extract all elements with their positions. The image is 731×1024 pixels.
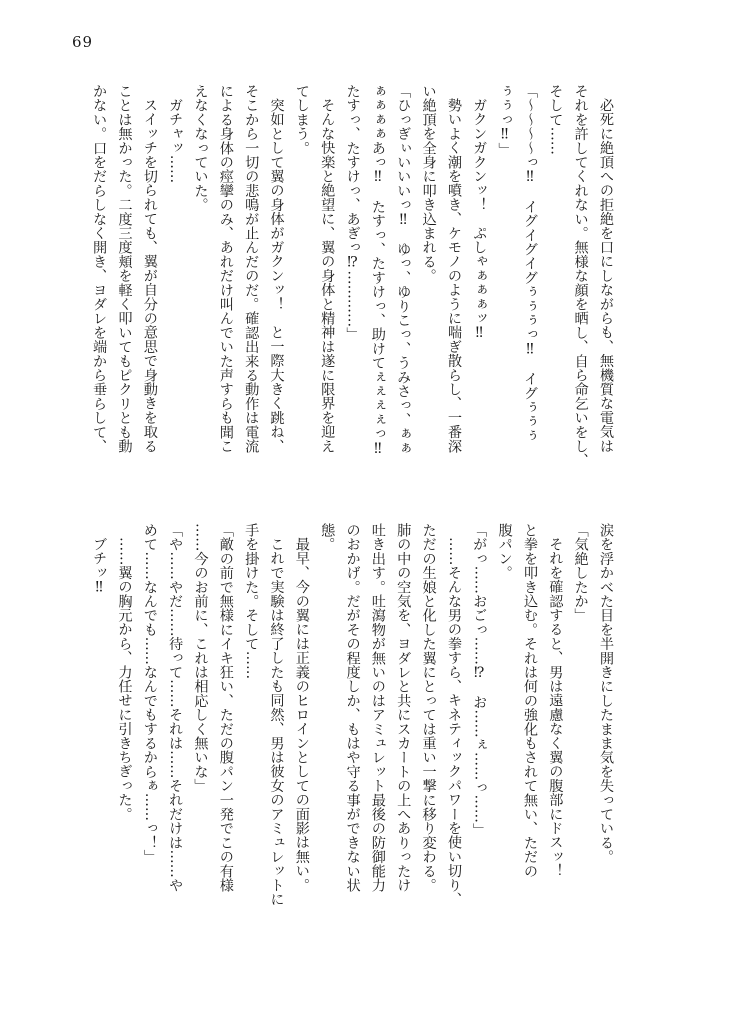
text-column: 突如として翼の身体がガクンッ！ と一際大きく跳ね、 xyxy=(268,98,285,454)
text-column: ……今のお前に、これは相応しく無いな」 xyxy=(192,523,209,793)
text-column: 涙を浮かべた目を半開きにしたまま気を失っている。 xyxy=(598,523,614,864)
text-column: ぅぅっ‼」 xyxy=(496,84,513,157)
text-column: と拳を叩き込む。それは何の強化もされて無い、ただの xyxy=(521,523,538,878)
text-column: てしまう。 xyxy=(293,84,310,155)
text-column: 「～～～～っ‼ イグイグイグぅぅぅっ‼ イグぅぅぅ xyxy=(521,84,538,443)
text-column: えなくなっていた。 xyxy=(192,84,209,212)
text-column: い絶頂を全身に叩き込まれる。 xyxy=(420,84,437,283)
text-column: 肺の中の空気を、ヨダレと共にスカートの上へありったけ xyxy=(395,523,412,893)
text-column: 「敵の前で無様にイキ狂い、ただの腹パン一発でこの有様 xyxy=(217,523,234,893)
text-column: 腹パン。 xyxy=(496,523,513,580)
text-column: これで実験は終了したも同然、男は彼女のアミュレットに xyxy=(268,537,285,907)
text-column: 「気絶したか」 xyxy=(572,523,589,623)
text-column: ぁぁぁぁあっ‼ たすっ、たすけっ、助けてぇぇぇぇっ‼ xyxy=(369,84,386,457)
text-column: ガクンガクンッ！ ぷしゃぁぁぁッ‼ xyxy=(471,98,488,342)
text-column: かない。口をだらしなく開き、ヨダレを端から垂らして、 xyxy=(91,84,108,454)
text-column: そして…… xyxy=(547,84,564,155)
text-column: 吐き出す。吐瀉物が無いのはアミュレット最後の防御能力 xyxy=(369,523,386,893)
text-column: スイッチを切られても、翼が自分の意思で身動きを取る xyxy=(141,98,158,454)
text-column: ……翼の胸元から、力任せに引きちぎった。 xyxy=(116,537,133,822)
text-column: めて……なんでも……なんでもするからぁ……っ！」 xyxy=(141,523,158,864)
text-column: ……そんな男の拳すら、キネティックパワーを使い切り、 xyxy=(445,537,462,907)
text-band-bottom xyxy=(81,523,618,923)
text-column: 手を掛けた。そして…… xyxy=(243,523,260,680)
text-column: 「や……やだ……待って……それは……それだけは……や xyxy=(167,523,184,893)
text-column: 「がっ……おごっ……⁉ お……ぇ……っ……」 xyxy=(471,523,488,838)
text-column: ただの生娘と化した翼にとっては重い一撃に移り変わる。 xyxy=(420,523,437,893)
text-band-top xyxy=(81,84,618,484)
text-column: たすっ、たすけっ、あぎっ⁉…………」 xyxy=(344,84,361,342)
text-column: による身体の痙攣のみ、あれだけ叫んでいた声すらも聞こ xyxy=(217,84,234,454)
text-column: 「ひっぎぃいいいっ‼ ゆっ、ゆりこっ、うみさっ、ぁぁ xyxy=(395,84,412,455)
text-column: ブチッ‼ xyxy=(91,537,108,596)
text-column: 最早、今の翼には正義のヒロインとしての面影は無い。 xyxy=(293,537,310,893)
text-column: それを確認すると、男は遠慮なく翼の腹部にドスッ！ xyxy=(547,537,564,878)
text-column: そんな快楽と絶望に、翼の身体と精神は遂に限界を迎え xyxy=(319,98,336,454)
text-column: 勢いよく潮を噴き、ケモノのように喘ぎ散らし、一番深 xyxy=(445,98,462,454)
text-column: そこから一切の悲鳴が止んだのだ。確認出来る動作は電流 xyxy=(243,84,260,454)
text-column: ことは無かった。二度三度頬を軽く叩いてもピクリとも動 xyxy=(116,84,133,454)
page-number: 69 xyxy=(72,33,94,51)
text-column: それを許してくれない。無様な顔を晒し、自ら命乞いをし、 xyxy=(572,84,589,468)
text-column: ガチャッ…… xyxy=(167,98,184,184)
text-column: 必死に絶頂への拒絶を口にしながらも、無機質な電気は xyxy=(598,98,614,454)
text-column: のおかげ。だがその程度しか、もはや守る事ができない状 xyxy=(344,523,361,893)
text-column: 態。 xyxy=(319,523,336,552)
